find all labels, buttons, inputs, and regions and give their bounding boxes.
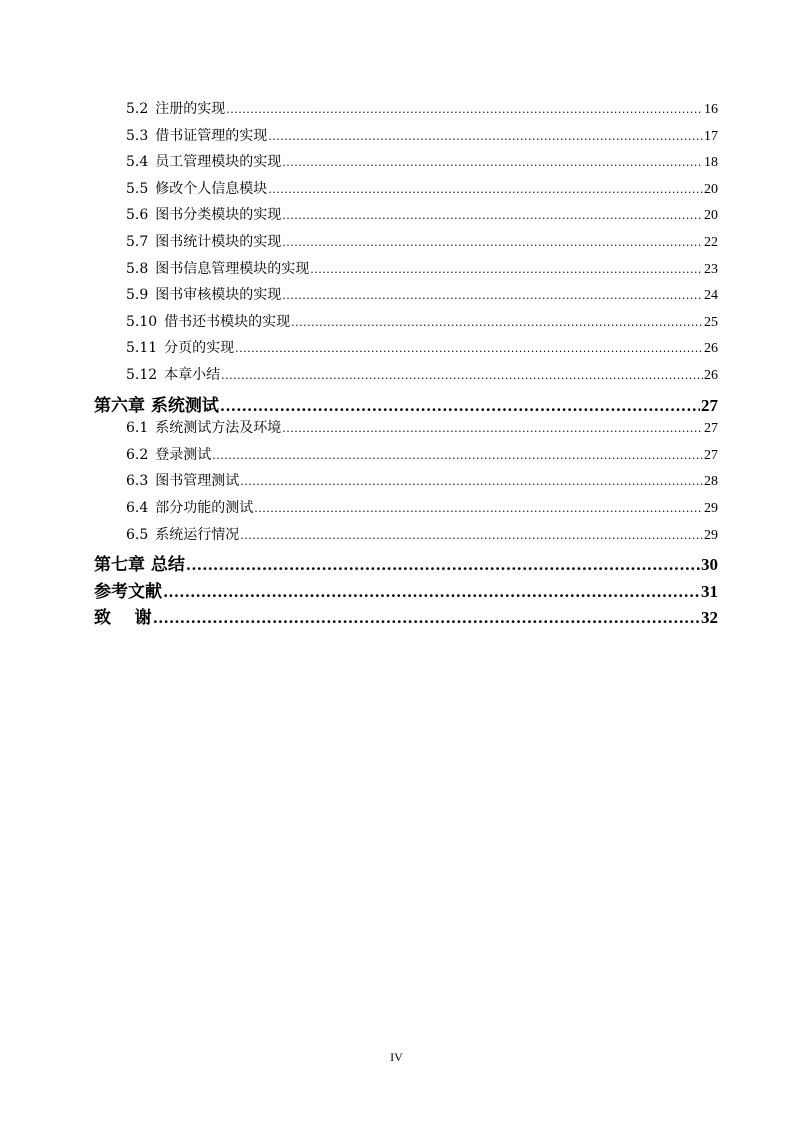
toc-entry-number: 5.11 (126, 340, 158, 357)
page-number: IV (390, 1050, 403, 1064)
dot-leader (268, 128, 703, 144)
toc-entry-number: 5.6 (126, 207, 149, 224)
toc-entry-number: 6.3 (126, 473, 149, 490)
toc-entry-number: 6.4 (126, 499, 149, 516)
toc-entry-number: 6.5 (126, 526, 149, 543)
table-of-contents (94, 98, 718, 630)
dot-leader (226, 101, 703, 117)
toc-entry-5-6[interactable] (94, 204, 718, 231)
toc-entry-title: 部分功能的测试 (155, 499, 254, 516)
dot-leader (240, 527, 703, 543)
toc-entry-label (126, 364, 220, 384)
toc-entry-page: 29 (704, 500, 718, 516)
toc-entry-5-7[interactable] (94, 231, 718, 258)
toc-entry-number: 5.9 (126, 287, 149, 304)
toc-acknowledgements[interactable] (94, 603, 718, 630)
toc-entry-title: 本章小结 (164, 366, 221, 383)
toc-entry-label (126, 470, 239, 490)
toc-chapter-page: 27 (701, 395, 718, 415)
toc-entry-title: 注册的实现 (155, 101, 226, 117)
toc-entry-page: 28 (704, 474, 718, 490)
dot-leader (291, 314, 703, 330)
dot-leader (282, 207, 703, 223)
toc-entry-title: 图书管理测试 (155, 473, 240, 490)
toc-chapter-6[interactable] (94, 391, 718, 418)
toc-chapter-title: 第六章 系统测试 (94, 395, 219, 416)
dot-leader (282, 154, 703, 170)
toc-entry-5-5[interactable] (94, 178, 718, 205)
toc-entry-page: 24 (704, 288, 718, 304)
toc-entry-label (126, 417, 281, 437)
toc-entry-6-1[interactable] (94, 417, 718, 444)
toc-entry-5-4[interactable] (94, 151, 718, 178)
toc-entry-label (126, 204, 281, 224)
toc-entry-6-2[interactable] (94, 444, 718, 471)
toc-entry-title: 登录测试 (155, 446, 212, 463)
toc-entry-6-4[interactable] (94, 497, 718, 524)
toc-entry-page: 23 (704, 261, 718, 277)
toc-entry-label (126, 178, 267, 198)
toc-entry-number: 5.7 (126, 233, 149, 250)
toc-entry-page: 29 (704, 527, 718, 543)
toc-entry-title: 员工管理模块的实现 (155, 154, 282, 171)
toc-chapter-7[interactable] (94, 550, 718, 577)
toc-entry-6-5[interactable] (94, 524, 718, 551)
toc-entry-5-2[interactable] (94, 98, 718, 125)
toc-chapter-title: 参考文献 (94, 581, 162, 602)
dot-leader (282, 234, 703, 250)
toc-entry-label (126, 258, 309, 278)
toc-chapter-page: 31 (701, 581, 718, 601)
toc-entry-number: 5.2 (126, 101, 149, 117)
dot-leader (220, 396, 700, 416)
dot-leader (282, 420, 703, 436)
toc-entry-title: 图书统计模块的实现 (155, 233, 282, 250)
toc-entry-label (126, 151, 281, 171)
dot-leader (153, 608, 700, 628)
toc-entry-number: 5.5 (126, 180, 149, 197)
dot-leader (268, 181, 703, 197)
toc-chapter-title: 致 谢 (94, 608, 152, 629)
toc-entry-title: 系统测试方法及环境 (155, 420, 282, 437)
dot-leader (212, 447, 703, 463)
toc-entry-label (126, 98, 225, 118)
toc-entry-label (126, 125, 267, 145)
toc-entry-title: 图书分类模块的实现 (155, 207, 282, 224)
toc-entry-5-8[interactable] (94, 258, 718, 285)
toc-entry-number: 6.1 (126, 420, 149, 437)
toc-entry-title: 系统运行情况 (155, 526, 240, 543)
toc-chapter-title: 第七章 总结 (94, 555, 185, 576)
toc-entry-number: 5.3 (126, 127, 149, 144)
toc-entry-number: 6.2 (126, 446, 149, 463)
toc-entry-title: 图书审核模块的实现 (155, 287, 282, 304)
dot-leader (310, 261, 703, 277)
toc-entry-5-10[interactable] (94, 311, 718, 338)
toc-entry-page: 20 (704, 208, 718, 224)
toc-entry-number: 5.4 (126, 154, 149, 171)
toc-entry-title: 借书还书模块的实现 (164, 313, 291, 330)
toc-chapter-page: 30 (701, 555, 718, 575)
dot-leader (282, 287, 703, 303)
toc-entry-label (126, 444, 211, 464)
toc-entry-label (126, 497, 253, 517)
toc-entry-number: 5.12 (126, 366, 158, 383)
toc-entry-6-3[interactable] (94, 470, 718, 497)
toc-entry-5-12[interactable] (94, 364, 718, 391)
toc-entry-label (126, 524, 239, 544)
toc-entry-label (126, 337, 234, 357)
dot-leader (254, 500, 703, 516)
toc-entry-page: 27 (704, 421, 718, 437)
toc-entry-number: 5.10 (126, 313, 158, 330)
toc-chapter-page: 32 (701, 608, 718, 628)
dot-leader (163, 582, 700, 602)
dot-leader (221, 367, 703, 383)
toc-entry-page: 25 (704, 314, 718, 330)
toc-entry-title: 图书信息管理模块的实现 (155, 260, 310, 277)
toc-entry-page: 26 (704, 367, 718, 383)
toc-references[interactable] (94, 577, 718, 604)
toc-entry-page: 22 (704, 234, 718, 250)
dot-leader (235, 340, 703, 356)
toc-entry-page: 18 (704, 155, 718, 171)
toc-entry-page: 27 (704, 447, 718, 463)
toc-entry-5-3[interactable] (94, 125, 718, 152)
toc-entry-title: 分页的实现 (164, 340, 235, 357)
toc-entry-label (126, 231, 281, 251)
dot-leader (186, 555, 700, 575)
dot-leader (240, 473, 703, 489)
toc-entry-page: 26 (704, 341, 718, 357)
toc-entry-page: 16 (704, 102, 718, 117)
toc-entry-page: 17 (704, 128, 718, 144)
toc-entry-number: 5.8 (126, 260, 149, 277)
toc-entry-title: 借书证管理的实现 (155, 127, 268, 144)
toc-entry-title: 修改个人信息模块 (155, 180, 268, 197)
toc-entry-5-9[interactable] (94, 284, 718, 311)
toc-entry-5-11[interactable] (94, 337, 718, 364)
toc-entry-page: 20 (704, 181, 718, 197)
toc-entry-label (126, 284, 281, 304)
toc-entry-label (126, 311, 290, 331)
